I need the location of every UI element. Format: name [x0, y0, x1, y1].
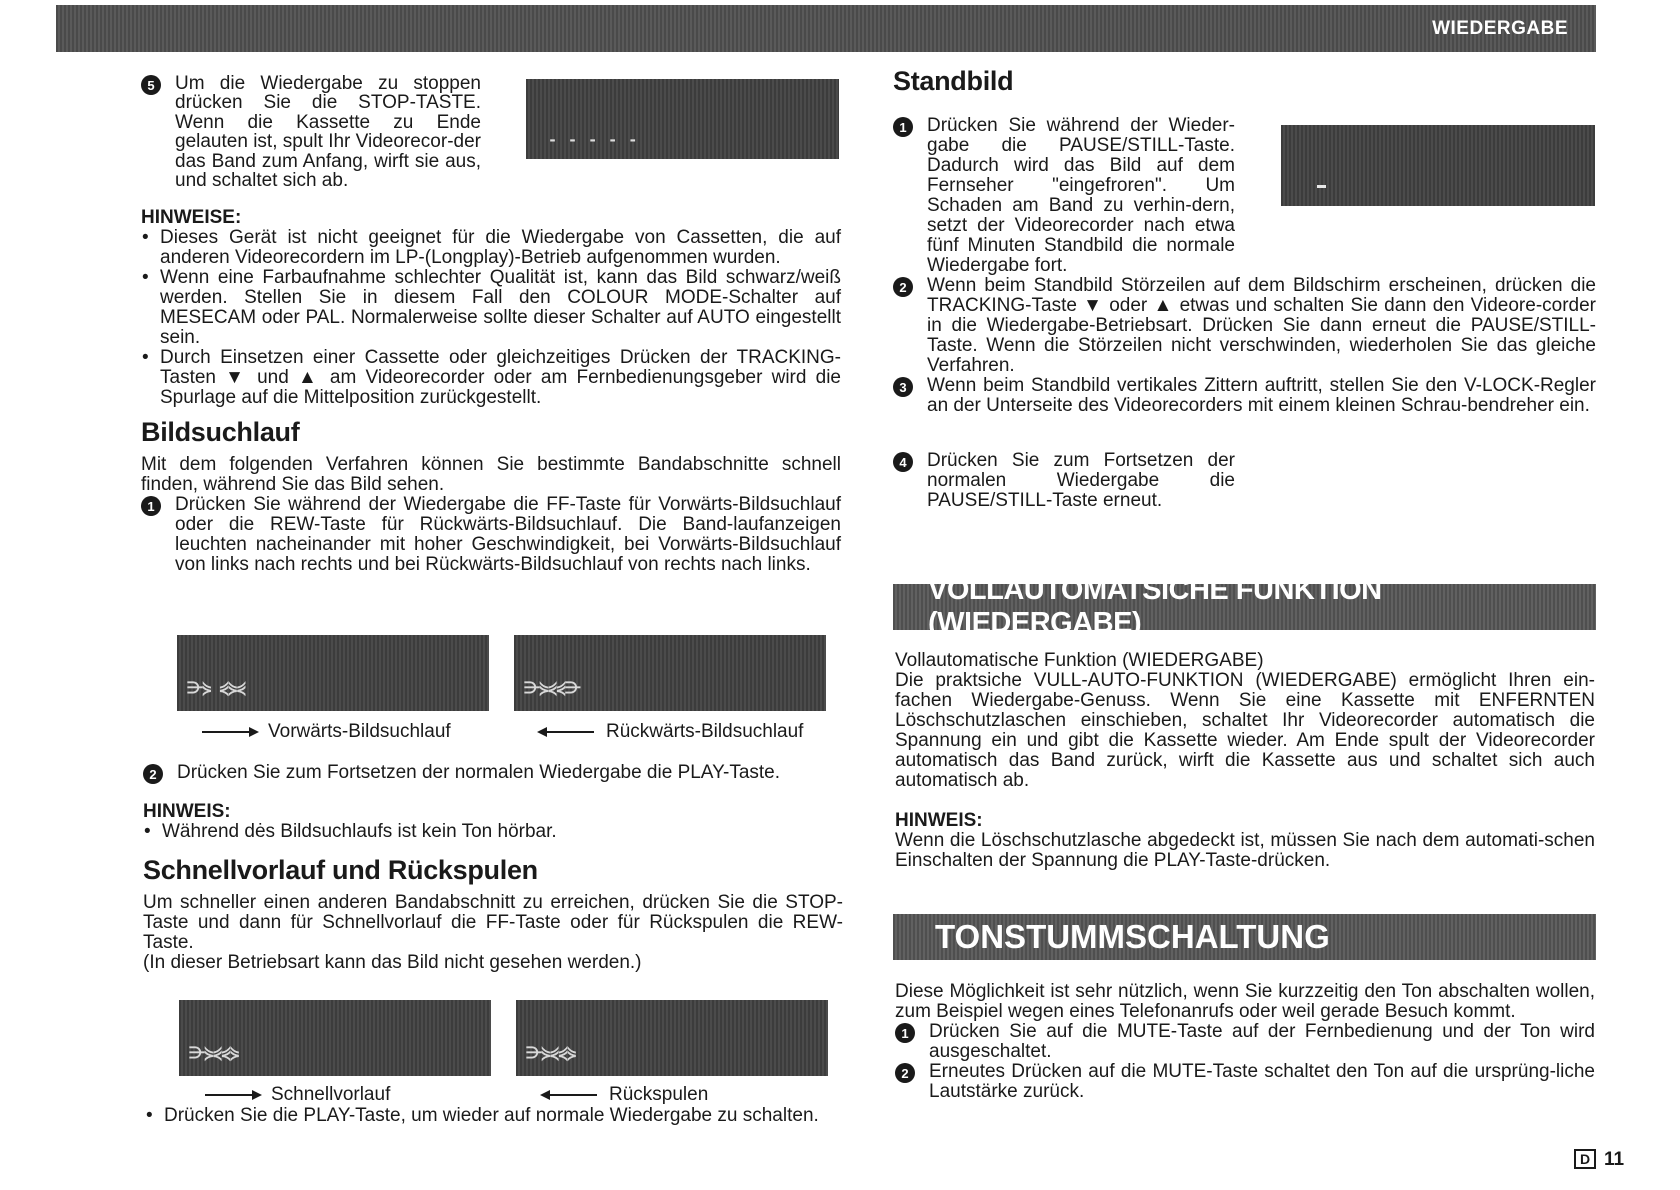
standbild-step-4-text: Drücken Sie zum Fortsetzen der normalen Wiedergabe die PAUSE/STILL-Taste erneut. — [927, 450, 1235, 511]
tonstumm-banner — [893, 914, 1596, 960]
list-item: • Während dės Bildsuchlaufs ist kein Ton hörbar. — [143, 822, 843, 842]
display-dash — [1317, 185, 1326, 188]
bildsuchlauf-step-1-text: Drücken Sie während der Wiedergabe die FF-Taste für Vorwärts-Bildsuchlauf oder die REW-Taste für Rückwärts-Bildsuchlauf. Die Band-laufanzeigen leuchten nacheinander mit hoher Geschwindigkeit, bei Vorwärts-Bildsuchlauf von links nach rechts und bei Rückwärts-Bildsuchlauf von rechts nach links. — [175, 494, 841, 576]
hinweis-search — [143, 802, 843, 842]
bildsuchlauf-intro: Mit dem folgenden Verfahren können Sie bestimmte Bandabschnitte schnell finden, während Sie das Bild sehen. — [141, 454, 841, 496]
standbild-step-2-text: Wenn beim Standbild Störzeilen auf dem Bildschirm erscheinen, drücken die TRACKING-Taste ▼ oder ▲ etwas und schalten Sie dann den Videore-corder in die Wiedergabe-Betriebsart. Drücken Sie dann erneut die PAUSE/STILL-Taste. Wenn die Störzeilen nicht verschwinden, wiederholen Sie das gleiche Verfahren. — [927, 275, 1596, 376]
bildsuchlauf-step-1 — [141, 495, 841, 575]
bildsuchlauf-step-2-text: Drücken Sie zum Fortsetzen der normalen Wiedergabe die PLAY-Taste. — [177, 762, 781, 783]
step-number: 1 — [893, 117, 913, 137]
list-item: • Drücken Sie die PLAY-Taste, um wieder auf normale Wiedergabe zu schalten. — [145, 1106, 845, 1126]
step-number: 1 — [141, 496, 161, 516]
step-number: 3 — [893, 377, 913, 397]
caption-fast-forward — [205, 1085, 390, 1105]
tape-counter-display — [526, 79, 839, 159]
vollauto-hinweis-text: Wenn die Löschschutzlasche abgedeckt ist, müssen Sie nach dem automati-schen Einschalten der Spannung die PLAY-Taste-drücken. — [895, 830, 1595, 871]
rewind-display — [516, 1000, 828, 1076]
hinweise-label: HINWEISE: — [141, 207, 242, 229]
fast-forward-display — [179, 1000, 491, 1076]
header-bar — [56, 5, 1596, 52]
caption-backward-search — [540, 722, 803, 742]
display-segments: ⋺⋟ ⋞⋟⋞ — [187, 678, 246, 697]
vollauto-section — [895, 651, 1595, 871]
schnellvorlauf-bullet — [145, 1106, 845, 1126]
schnellvorlauf-note: (In dieser Betriebsart kann das Bild nicht gesehen werden.) — [143, 952, 642, 973]
step-number: 4 — [893, 452, 913, 472]
standbild-step-1-text: Drücken Sie während der Wieder-gabe die PAUSE/STILL-Taste. Dadurch wird das Bild auf dem Fernseher "eingefroren". Um Schaden am Band zu verhin-dern, setzt der Videorecorder nach etwa fünf Minuten Standbild die normale Wiedergabe fort. — [927, 115, 1235, 276]
vollauto-hinweis-label: HINWEIS: — [895, 810, 983, 831]
standbild-heading: Standbild — [893, 66, 1014, 96]
banner-text: TONSTUMMSCHALTUNG — [935, 918, 1330, 955]
display-segments: ⋺⋟⋞⋞⋟ — [189, 1043, 239, 1062]
step-number: 2 — [893, 277, 913, 297]
display-segments: ⋺⋟⋞⋞⋟ — [526, 1043, 576, 1062]
step-5 — [141, 74, 481, 190]
list-item: • Dieses Gerät ist nicht geeignet für die Wiedergabe von Cassetten, die auf anderen Videorecordern im LP-(Longplay)-Betrieb aufgenommen wurden. — [141, 228, 841, 268]
tonstumm-step-2 — [895, 1062, 1595, 1102]
tonstumm-text: Diese Möglichkeit ist sehr nützlich, wenn Sie kurzzeitig den Ton abschalten wollen, zum Beispiel wegen eines Telefonanrufs oder weil gerade Besuch kommt. — [895, 981, 1595, 1022]
step-number: 2 — [143, 764, 163, 784]
still-display — [1281, 125, 1595, 206]
caption-text: Rückspulen — [609, 1084, 709, 1105]
caption-rewind — [543, 1085, 708, 1105]
standbild-step-3 — [893, 376, 1596, 416]
standbild-step-3-text: Wenn beim Standbild vertikales Zittern auftritt, stellen Sie den V-LOCK-Regler an der Unterseite des Videorecorders mit einem kleinen Schrau-bendreher ein. — [927, 375, 1596, 416]
standbild-step-4 — [893, 451, 1235, 511]
vollauto-text: Die praktsiche VULL-AUTO-FUNKTION (WIEDERGABE) ermöglicht Ihren ein-fachen Wiedergabe-Genuss. Wenn Sie eine Kassette mit ENFERNTEN Löschschutzlaschen einschieben, schaltet Ihr Videorecorder automatisch die Spannung ein und gibt die Kassette wieder. Am Ende spult der Videorecorder automatisch das Band zurück, wirft die Kassette aus und schaltet sich auch automatisch ab. — [895, 670, 1595, 791]
schnellvorlauf-section — [143, 855, 843, 973]
arrow-right-icon — [205, 1094, 259, 1096]
arrow-left-icon — [540, 731, 594, 733]
schnellvorlauf-text: Um schneller einen anderen Bandabschnitt zu erreichen, drücken Sie die STOP-Taste und dann für Schnellvorlauf die FF-Taste oder für Rückspulen die REW-Taste. — [143, 892, 843, 953]
step-number: 1 — [895, 1023, 915, 1043]
standbild-step-2 — [893, 276, 1596, 376]
page-number: 11 — [1604, 1149, 1625, 1170]
caption-forward-search — [202, 722, 451, 742]
tonstumm-step-2-text: Erneutes Drücken auf die MUTE-Taste schaltet den Ton auf die ursprüng-liche Lautstärke zurück. — [929, 1061, 1595, 1102]
standbild-step-1 — [893, 116, 1235, 276]
search-forward-display — [177, 635, 489, 711]
bildsuchlauf-step-2 — [143, 763, 843, 783]
display-dashes: - - - - - — [548, 131, 639, 149]
step-5-text: Um die Wiedergabe zu stoppen drücken Sie die STOP-TASTE. Wenn die Kassette zu Ende gelauten ist, spult Ihr Videorecor-der das Band zum Anfang, wirft sie aus, und schaltet sich ab. — [175, 73, 481, 192]
language-badge: D — [1574, 1149, 1596, 1169]
display-segments: ⋺⋟⋞⋞⋺ — [524, 678, 580, 697]
tonstumm-step-1 — [895, 1022, 1595, 1062]
list-item: • Durch Einsetzen einer Cassette oder gleichzeitiges Drücken der TRACKING-Tasten ▼ und ▲ am Videorecorder oder am Fernbedienungsgeber wird die Spurlage auf die Mittelposition zurückgestellt. — [141, 348, 841, 408]
caption-text: Rückwärts-Bildsuchlauf — [606, 721, 804, 742]
vollauto-subtitle: Vollautomatische Funktion (WIEDERGABE) — [895, 650, 1264, 671]
step-number: 2 — [895, 1063, 915, 1083]
section-title: WIEDERGABE — [1432, 18, 1568, 39]
search-backward-display — [514, 635, 826, 711]
tonstumm-section — [895, 982, 1595, 1102]
caption-text: Schnellvorlauf — [271, 1084, 391, 1105]
hinweise-list — [141, 228, 841, 408]
arrow-right-icon — [202, 731, 256, 733]
bildsuchlauf-heading: Bildsuchlauf — [141, 417, 300, 448]
tonstumm-step-1-text: Drücken Sie auf die MUTE-Taste auf der Fernbedienung und der Ton wird ausgeschaltet. — [929, 1021, 1595, 1062]
vollauto-banner — [893, 574, 1596, 639]
list-item: • Wenn eine Farbaufnahme schlechter Qualität ist, kann das Bild schwarz/weiß werden. Stellen Sie in diesem Fall den COLOUR MODE-Schalter auf MESECAM oder PAL. Normalerweise sollte dieser Schalter auf AUTO eingestellt sein. — [141, 268, 841, 348]
step-number: 5 — [141, 75, 161, 95]
caption-text: Vorwärts-Bildsuchlauf — [268, 721, 451, 742]
banner-text: VOLLAUTOMATSICHE FUNKTION (WIEDERGABE) — [928, 574, 1382, 639]
schnellvorlauf-heading: Schnellvorlauf und Rückspulen — [143, 855, 538, 885]
hinweis-label: HINWEIS: — [143, 801, 231, 822]
arrow-left-icon — [543, 1094, 597, 1096]
hinweis-list — [143, 822, 843, 842]
